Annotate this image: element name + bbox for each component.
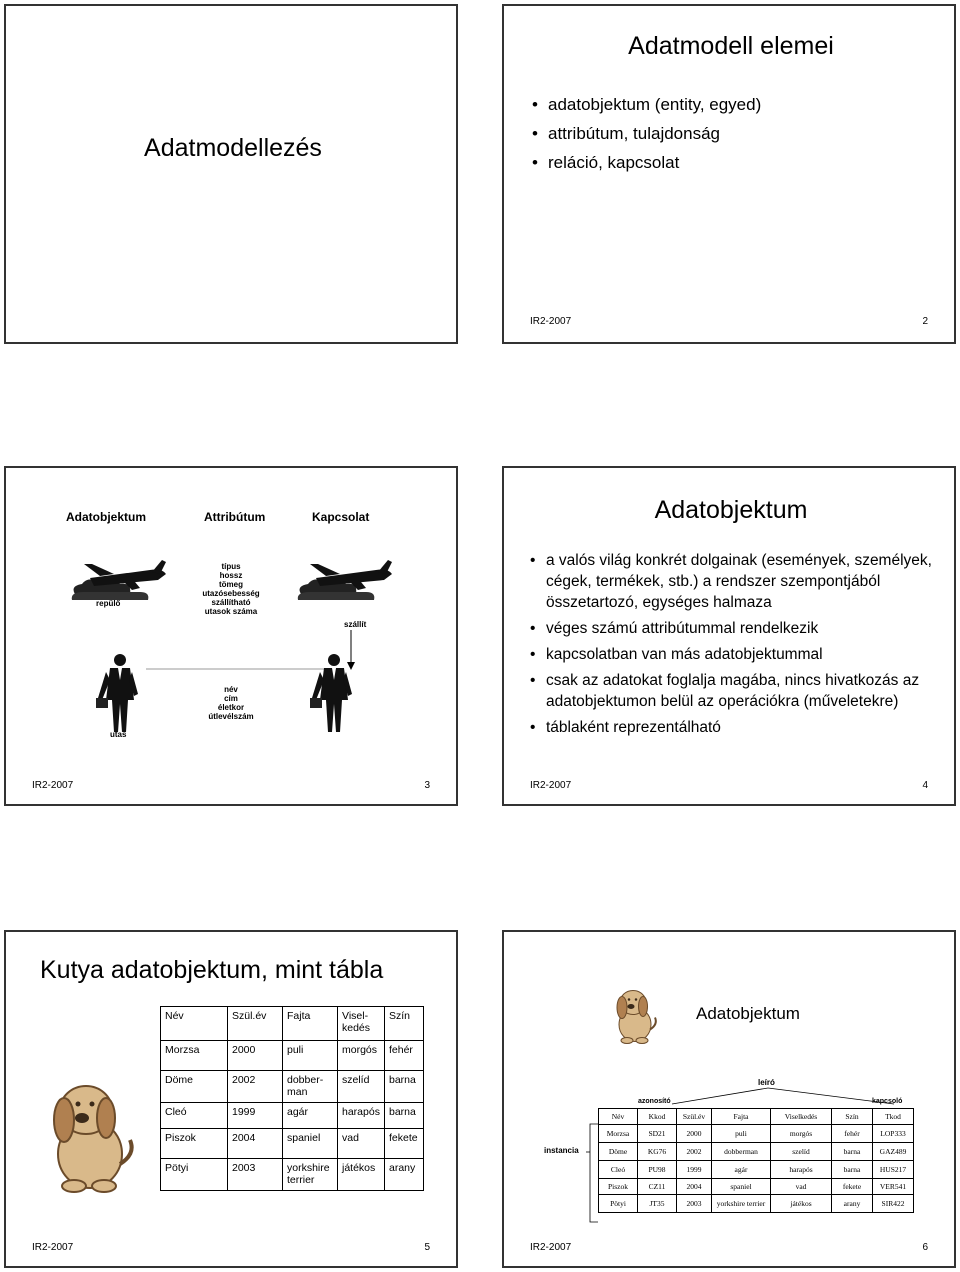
bullet-item: • attribútum, tulajdonság [532, 119, 761, 148]
table-cell: fehér [385, 1041, 424, 1071]
page-number: 6 [922, 1242, 928, 1253]
table-header-cell: Fajta [712, 1109, 771, 1125]
table-cell: Morzsa [599, 1125, 638, 1143]
table-cell: GAZ489 [873, 1143, 914, 1161]
header-kapcsolat: Kapcsolat [312, 510, 370, 524]
table-cell: harapós [771, 1161, 832, 1179]
table-cell: szelíd [338, 1071, 385, 1103]
table-cell: PU98 [638, 1161, 677, 1179]
slide-6 [502, 930, 956, 1268]
plane-attr: szállítható [211, 598, 251, 607]
table-cell: 2002 [677, 1143, 712, 1161]
table-cell: agár [283, 1103, 338, 1129]
table-cell: LOP333 [873, 1125, 914, 1143]
bullet-item: • reláció, kapcsolat [532, 148, 761, 177]
footer-left: IR2-2007 [530, 780, 572, 791]
slide-2-title: Adatmodell elemei [628, 32, 834, 60]
slide-2 [502, 4, 956, 344]
plane-icon [296, 556, 396, 604]
table-cell: dobber-man [283, 1071, 338, 1103]
table-cell: JT35 [638, 1195, 677, 1213]
person-icon [96, 652, 140, 734]
footer-left: IR2-2007 [530, 316, 572, 327]
table-row [161, 1129, 424, 1159]
table-cell: arany [385, 1159, 424, 1191]
table-header-cell: Viselkedés [771, 1109, 832, 1125]
table-cell: spaniel [712, 1179, 771, 1195]
table-cell: fehér [832, 1125, 873, 1143]
table-cell: fekete [385, 1129, 424, 1159]
label-azonosito: azonosító [638, 1098, 671, 1105]
table-header-cell: Szül.év [677, 1109, 712, 1125]
plane-icon [70, 556, 170, 604]
table-header-row [599, 1109, 914, 1125]
table-cell: 2000 [677, 1125, 712, 1143]
person-label: utas [110, 730, 127, 739]
table-cell: Döme [599, 1143, 638, 1161]
table-row [161, 1041, 424, 1071]
label-instancia: instancia [544, 1146, 579, 1155]
table-cell: agár [712, 1161, 771, 1179]
header-adatobjektum: Adatobjektum [66, 510, 147, 524]
table-header-row [161, 1007, 424, 1041]
person-attr: név [224, 685, 238, 694]
table-cell: 2004 [228, 1129, 283, 1159]
table-cell: 2004 [677, 1179, 712, 1195]
table-cell: dobberman [712, 1143, 771, 1161]
footer-left: IR2-2007 [530, 1242, 572, 1253]
table-cell: barna [832, 1161, 873, 1179]
table-cell: Morzsa [161, 1041, 228, 1071]
table-cell: yorkshire terrier [712, 1195, 771, 1213]
table-cell: szelíd [771, 1143, 832, 1161]
table-cell: 2000 [228, 1041, 283, 1071]
page-number: 2 [922, 316, 928, 327]
table-cell: 1999 [228, 1103, 283, 1129]
connector-line [146, 664, 326, 674]
bullet-item: • adatobjektum (entity, egyed) [532, 90, 761, 119]
table-cell: játékos [338, 1159, 385, 1191]
table-header-cell: Név [161, 1007, 228, 1041]
table-cell: 1999 [677, 1161, 712, 1179]
table-cell: morgós [771, 1125, 832, 1143]
dog-icon [610, 984, 660, 1046]
table-cell: Piszok [161, 1129, 228, 1159]
table-cell: vad [338, 1129, 385, 1159]
table-row [599, 1161, 914, 1179]
table-header-cell: Szín [385, 1007, 424, 1041]
plane-attr: utasok száma [204, 607, 258, 616]
person-attr: cím [224, 694, 238, 703]
footer-left: IR2-2007 [32, 780, 74, 791]
table-cell: 2002 [228, 1071, 283, 1103]
bullet-item: • a valós világ konkrét dolgainak (események, személyek, cégek, termékek, stb.) a rendszer szempontjából összetartozó, egységes halmaza [530, 550, 934, 613]
dog-table [160, 1006, 424, 1191]
table-cell: Piszok [599, 1179, 638, 1195]
table-cell: játékos [771, 1195, 832, 1213]
bullet-item: • véges számú attribútummal rendelkezik [530, 618, 934, 639]
plane-attr: tömeg [219, 580, 243, 589]
table-cell: barna [385, 1071, 424, 1103]
slide-5 [4, 930, 458, 1268]
person-icon [310, 652, 354, 734]
table-cell: Döme [161, 1071, 228, 1103]
relation-label: szállít [344, 620, 367, 629]
table-cell: SIR422 [873, 1195, 914, 1213]
table-cell: barna [385, 1103, 424, 1129]
page-number: 5 [424, 1242, 430, 1253]
table-row [161, 1103, 424, 1129]
object-table [598, 1108, 914, 1213]
table-cell: vad [771, 1179, 832, 1195]
table-row [599, 1125, 914, 1143]
table-cell: HUS217 [873, 1161, 914, 1179]
slide-3 [4, 466, 458, 806]
table-row [161, 1071, 424, 1103]
slide-4-bullets [530, 550, 934, 738]
bullet-item: • táblaként reprezentálható [530, 717, 934, 738]
table-row [599, 1195, 914, 1213]
plane-attr: típus [221, 562, 241, 571]
table-cell: SD21 [638, 1125, 677, 1143]
table-cell: CZ11 [638, 1179, 677, 1195]
plane-attr: hossz [219, 571, 243, 580]
table-cell: fekete [832, 1179, 873, 1195]
table-row [161, 1159, 424, 1191]
header-attributum: Attribútum [204, 510, 266, 524]
bullet-item: • kapcsolatban van más adatobjektummal [530, 644, 934, 665]
person-attr: életkor [217, 703, 245, 712]
table-cell: VER541 [873, 1179, 914, 1195]
page-number: 3 [424, 780, 430, 791]
footer-left: IR2-2007 [32, 1242, 74, 1253]
bullet-item: • csak az adatokat foglalja magába, nincs hivatkozás az adatobjektumon belül az operációkra (műveletekre) [530, 670, 934, 712]
table-header-cell: Szül.év [228, 1007, 283, 1041]
table-cell: arany [832, 1195, 873, 1213]
plane-label: repülő [96, 599, 121, 608]
table-header-cell: Kkod [638, 1109, 677, 1125]
table-row [599, 1179, 914, 1195]
table-header-cell: Visel-kedés [338, 1007, 385, 1041]
table-header-cell: Tkod [873, 1109, 914, 1125]
slide-4-title: Adatobjektum [654, 496, 808, 524]
table-cell: barna [832, 1143, 873, 1161]
person-attributes [186, 685, 276, 721]
slide-5-title: Kutya adatobjektum, mint tábla [40, 956, 384, 984]
table-cell: harapós [338, 1103, 385, 1129]
slide-6-title: Adatobjektum [696, 1004, 800, 1023]
table-cell: yorkshire terrier [283, 1159, 338, 1191]
slide-1 [4, 4, 458, 344]
table-header-cell: Név [599, 1109, 638, 1125]
dog-icon [40, 1074, 140, 1196]
slide-1-title: Adatmodellezés [144, 134, 322, 162]
table-row [599, 1143, 914, 1161]
slide-4 [502, 466, 956, 806]
label-leiro: leíró [758, 1078, 775, 1087]
person-attr: útlevélszám [208, 712, 254, 721]
table-cell: Cleó [599, 1161, 638, 1179]
table-cell: morgós [338, 1041, 385, 1071]
table-header-cell: Szín [832, 1109, 873, 1125]
table-cell: puli [712, 1125, 771, 1143]
plane-attr: utazósebesség [202, 589, 260, 598]
plane-attributes [186, 562, 276, 616]
bracket-lines [644, 1086, 904, 1106]
label-kapcsolo: kapcsoló [872, 1098, 903, 1105]
table-cell: Pötyi [599, 1195, 638, 1213]
page-number: 4 [922, 780, 928, 791]
table-cell: spaniel [283, 1129, 338, 1159]
table-cell: puli [283, 1041, 338, 1071]
table-cell: 2003 [228, 1159, 283, 1191]
table-cell: KG76 [638, 1143, 677, 1161]
table-header-cell: Fajta [283, 1007, 338, 1041]
table-cell: Pötyi [161, 1159, 228, 1191]
table-cell: 2003 [677, 1195, 712, 1213]
slide-2-bullets [532, 90, 761, 177]
table-cell: Cleó [161, 1103, 228, 1129]
